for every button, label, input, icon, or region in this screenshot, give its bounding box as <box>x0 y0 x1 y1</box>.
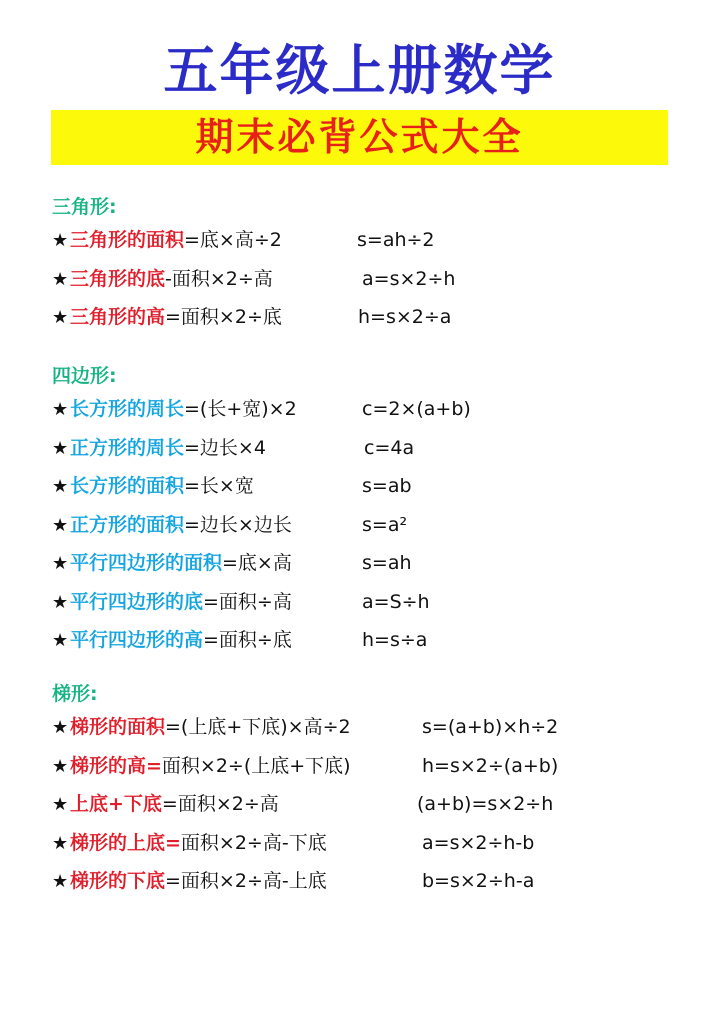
formula-description: =面积÷高 <box>203 590 292 613</box>
formula-expression: h=s×2÷(a+b) <box>422 754 559 777</box>
formula-description: =底×高 <box>222 552 292 574</box>
formula-row <box>52 785 692 824</box>
star-icon: ★ <box>52 591 69 613</box>
formula-name: 梯形的上底= <box>70 831 181 854</box>
formula-row <box>52 467 692 506</box>
star-icon: ★ <box>52 268 69 290</box>
formula-row <box>52 824 692 863</box>
formula-row <box>52 544 692 583</box>
formula-description: 面积×2÷高-下底 <box>180 831 327 854</box>
star-icon: ★ <box>52 755 69 777</box>
formula-row <box>52 708 692 747</box>
formula-description: =面积×2÷高 <box>161 793 279 815</box>
formula-name: 梯形的下底 <box>70 870 166 892</box>
star-icon: ★ <box>52 630 69 651</box>
star-icon: ★ <box>52 794 69 815</box>
formula-name: 三角形的面积 <box>70 229 185 251</box>
formula-expression: c=2×(a+b) <box>362 398 471 420</box>
formula-name: 三角形的底 <box>70 267 166 290</box>
star-icon: ★ <box>52 476 69 497</box>
formula-row <box>52 621 692 660</box>
formula-row <box>52 298 692 337</box>
formula-name: 正方形的周长 <box>70 436 185 459</box>
star-icon: ★ <box>52 399 69 420</box>
formula-row <box>52 390 692 429</box>
section-title: 梯形: <box>52 683 98 705</box>
formula-row <box>52 429 692 468</box>
formula-row <box>52 583 692 622</box>
star-icon: ★ <box>52 514 69 536</box>
formula-expression: a=S÷h <box>362 590 430 613</box>
formula-expression: b=s×2÷h-a <box>422 870 535 892</box>
formula-expression: a=s×2÷h-b <box>422 831 535 854</box>
formula-row <box>52 862 692 901</box>
formula-description: =边长×4 <box>184 436 266 459</box>
formula-expression: s=(a+b)×h÷2 <box>422 716 559 738</box>
formula-description: -面积×2÷高 <box>165 267 273 290</box>
star-icon: ★ <box>52 230 69 251</box>
section-triangle <box>52 193 692 337</box>
formula-name: 梯形的面积 <box>70 716 166 738</box>
formula-name: 梯形的高= <box>70 754 162 777</box>
star-icon: ★ <box>52 553 69 574</box>
formula-description: =面积×2÷高-上底 <box>165 870 327 892</box>
formula-name: 三角形的高 <box>70 306 166 328</box>
formula-description: =底×高÷2 <box>184 229 282 251</box>
formula-name: 平行四边形的面积 <box>70 552 223 574</box>
formula-description: =(长+宽)×2 <box>184 398 297 420</box>
star-icon: ★ <box>52 437 69 459</box>
section-trapezoid <box>52 680 692 901</box>
formula-description: 面积×2÷(上底+下底) <box>161 754 351 777</box>
formula-expression: c=4a <box>364 436 415 459</box>
formula-expression: s=a² <box>362 513 408 536</box>
formula-description: =面积×2÷底 <box>165 306 282 328</box>
star-icon: ★ <box>52 871 69 892</box>
formula-name: 上底+下底 <box>70 793 162 815</box>
formula-expression: (a+b)=s×2÷h <box>417 793 554 815</box>
formula-name: 正方形的面积 <box>70 513 185 536</box>
formula-name: 长方形的周长 <box>70 398 185 420</box>
section-quadrilateral <box>52 362 692 660</box>
formula-expression: a=s×2÷h <box>362 267 456 290</box>
star-icon: ★ <box>52 832 69 854</box>
formula-description: =面积÷底 <box>203 629 292 651</box>
formula-row <box>52 260 692 299</box>
formula-row <box>52 747 692 786</box>
formula-row <box>52 221 692 260</box>
section-title: 四边形: <box>52 365 117 387</box>
subtitle-banner: 期末必背公式大全 <box>51 110 668 165</box>
formula-expression: s=ab <box>362 475 412 497</box>
formula-name: 平行四边形的高 <box>70 629 204 651</box>
formula-name: 平行四边形的底 <box>70 590 204 613</box>
formula-description: =长×宽 <box>184 475 254 497</box>
formula-name: 长方形的面积 <box>70 475 185 497</box>
star-icon: ★ <box>52 307 69 328</box>
star-icon: ★ <box>52 717 69 738</box>
section-title: 三角形: <box>52 196 117 218</box>
formula-expression: s=ah÷2 <box>357 229 435 251</box>
formula-description: =边长×边长 <box>184 513 292 536</box>
formula-expression: h=s÷a <box>362 629 428 651</box>
formula-expression: h=s×2÷a <box>358 306 452 328</box>
formula-expression: s=ah <box>362 552 412 574</box>
formula-row <box>52 506 692 545</box>
page-title: 五年级上册数学 <box>163 39 556 102</box>
formula-description: =(上底+下底)×高÷2 <box>165 716 351 738</box>
